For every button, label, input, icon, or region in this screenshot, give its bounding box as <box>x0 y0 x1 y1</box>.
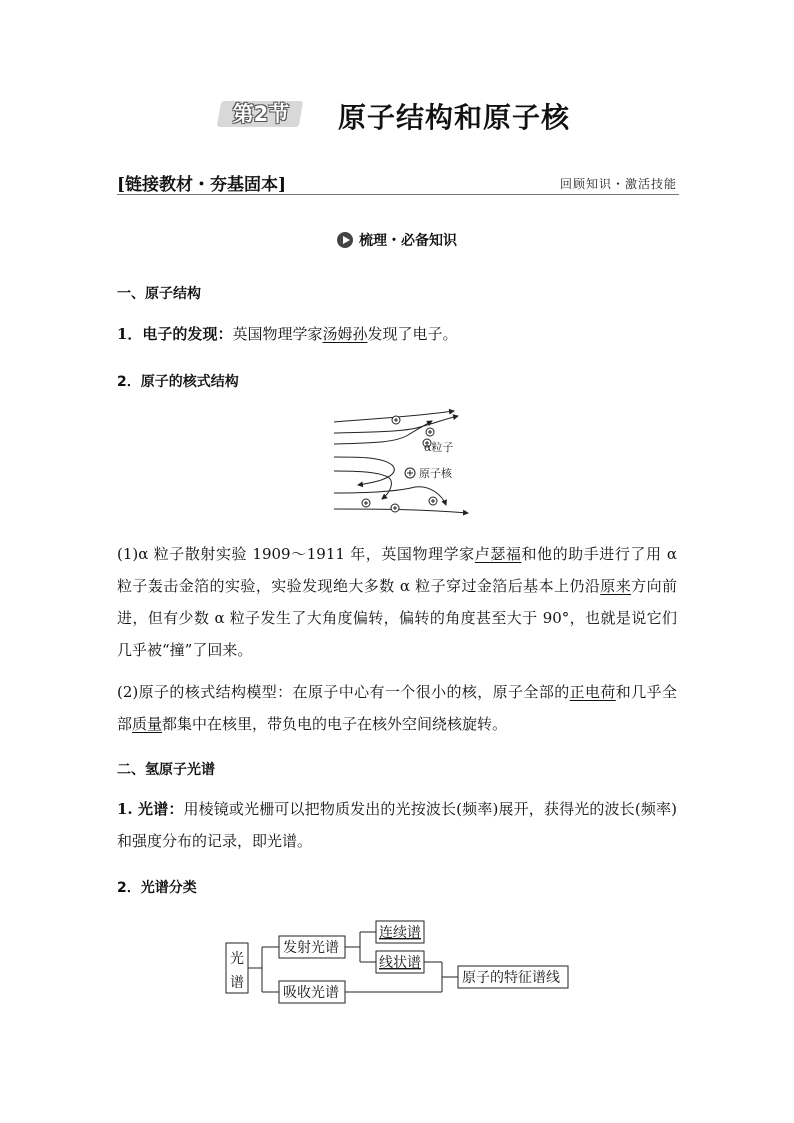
subtitle-text: 梳理・必备知识 <box>359 233 457 249</box>
item-text: 用棱镜或光栅可以把物质发出的光按波长(频率)展开，获得光的波长(频率)和强度分布的记录，即光谱。 <box>117 800 677 850</box>
root-text-2: 谱 <box>230 975 244 991</box>
play-icon <box>337 232 353 248</box>
answer-mass: 质量 <box>132 715 163 733</box>
nucleus-label: 原子核 <box>419 467 452 480</box>
item-electron-discovery <box>117 318 677 350</box>
para-text: (2)原子的核式结构模型：在原子中心有一个很小的核，原子全部的 <box>117 683 570 701</box>
para-text: 和几乎全部 <box>117 683 677 733</box>
subtitle <box>0 230 794 250</box>
item-text: 发现了电子。 <box>367 325 458 343</box>
answer-thomson: 汤姆孙 <box>322 325 368 343</box>
para-text: 都集中在核里，带负电的电子在核外空间绕核旋转。 <box>162 715 508 733</box>
item-nuclear-structure: 2．原子的核式结构 <box>117 374 239 390</box>
para-nuclear-model <box>117 676 677 740</box>
spectrum-diagram <box>220 915 580 1005</box>
para-text: 方向前进，但有少数 α 粒子发生了大角度偏转，偏转的角度甚至大于 90°，也就是说它们几乎被“撞”了回来。 <box>117 577 677 659</box>
emission-text: 发射光谱 <box>283 940 339 956</box>
answer-original: 原来 <box>600 577 632 595</box>
item-text: 英国物理学家 <box>232 325 323 343</box>
para-text: (1)α 粒子散射实验 1909～1911 年，英国物理学家 <box>117 545 475 563</box>
answer-positive-charge: 正电荷 <box>569 683 616 701</box>
item-spectrum-classification: 2．光谱分类 <box>117 880 197 896</box>
para-alpha-scattering <box>117 538 677 666</box>
item-label: 1. 光谱： <box>117 800 184 818</box>
absorption-text: 吸收光谱 <box>283 985 339 1001</box>
scattering-figure <box>320 405 480 520</box>
continuous-text: 连续谱 <box>379 925 421 941</box>
heading-atomic-structure: 一、原子结构 <box>117 286 201 302</box>
section-badge: 第2节 <box>232 102 290 126</box>
section-tagline: 回顾知识・激活技能 <box>559 177 677 191</box>
section-label: [链接教材・夯基固本] <box>117 175 287 195</box>
answer-rutherford: 卢瑟福 <box>474 545 522 563</box>
line-text: 线状谱 <box>379 955 421 971</box>
root-text-1: 光 <box>230 951 244 967</box>
page-title: 原子结构和原子核 <box>338 101 571 134</box>
item-spectrum-definition <box>117 793 677 857</box>
para-text: 和他的助手进行了用 α 粒子轰击金箔的实验，实验发现绝大多数 α 粒子穿过金箔后基本上仍沿 <box>117 545 677 595</box>
heading-hydrogen-spectrum: 二、氢原子光谱 <box>117 762 215 778</box>
characteristic-text: 原子的特征谱线 <box>462 970 560 986</box>
alpha-particle-label: α粒子 <box>424 441 454 454</box>
header-rule <box>117 194 679 195</box>
item-label: 1．电子的发现： <box>117 325 233 343</box>
